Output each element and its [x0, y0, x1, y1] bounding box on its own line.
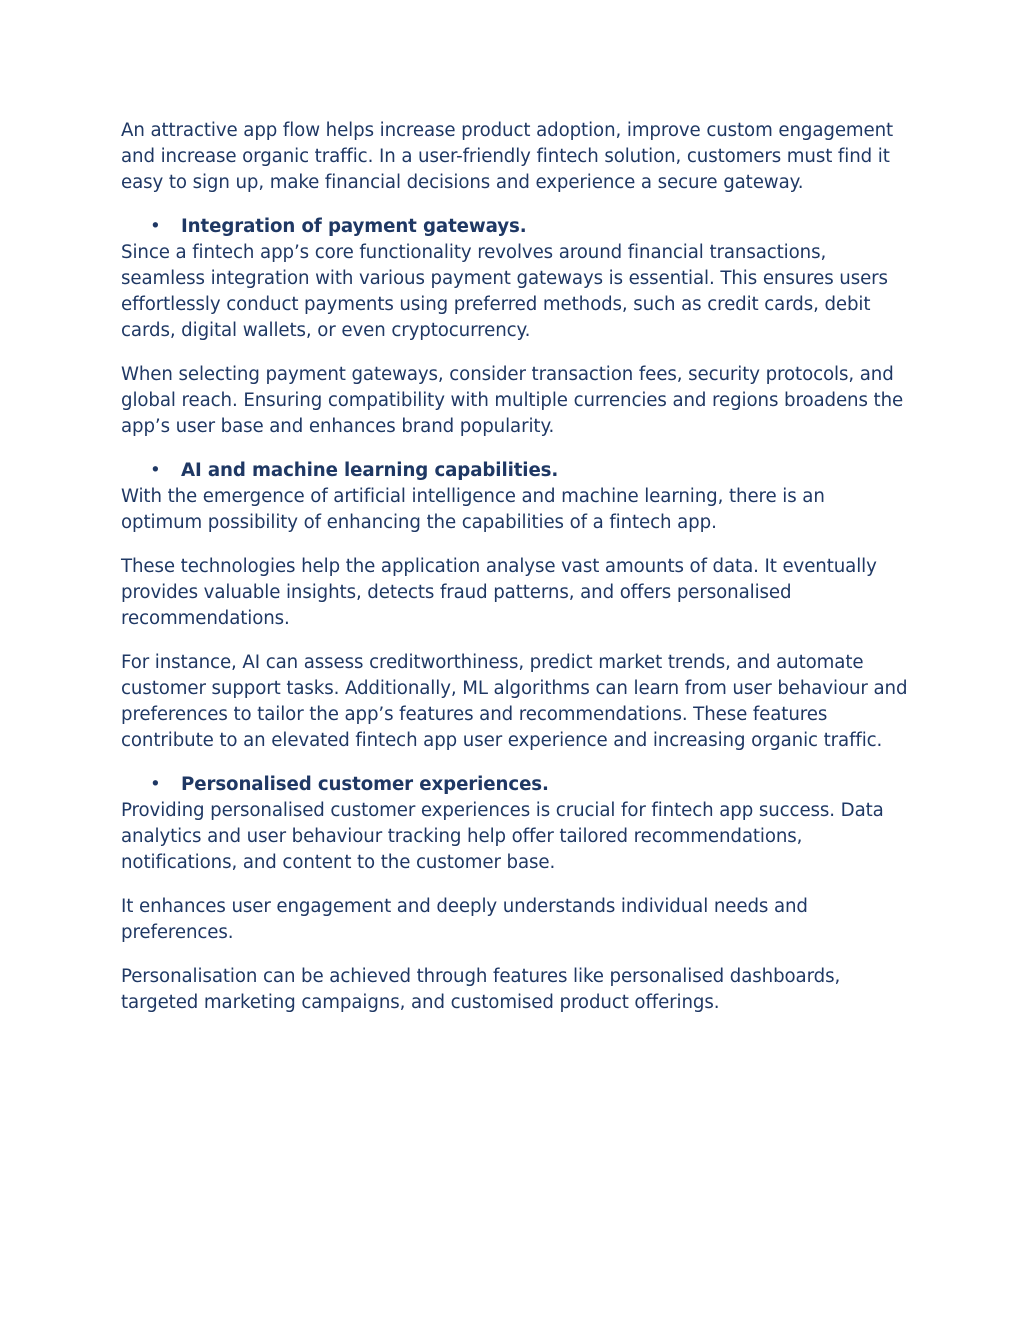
section-paragraph: It enhances user engagement and deeply understands individual needs and preferences.: [121, 896, 808, 943]
bullet-heading-payment-gateways: [121, 214, 911, 240]
bullet-icon: •: [150, 216, 161, 237]
bullet-heading-ai-ml: [121, 458, 911, 484]
section-heading: Personalised customer experiences.: [181, 774, 549, 795]
bullet-heading-personalised-experiences: [121, 772, 911, 798]
section-paragraph: When selecting payment gateways, consider transaction fees, security protocols, and global reach. Ensuring compatibility with multiple currencies and regions broadens the app’s user base and enhances brand popularity.: [121, 364, 904, 437]
bullet-icon: •: [150, 460, 161, 481]
section-paragraph: Since a fintech app’s core functionality revolves around financial transactions, seamless integration with various payment gateways is essential. This ensures users effortlessly conduct payments using preferred methods, such as credit cards, debit cards, digital wallets, or even cryptocurrency.: [121, 242, 888, 341]
intro-paragraph: An attractive app flow helps increase product adoption, improve custom engagement and increase organic traffic. In a user-friendly fintech solution, customers must find it easy to sign up, make financial decisions and experience a secure gateway.: [121, 120, 894, 193]
document-body: [121, 118, 911, 1034]
section-paragraph: These technologies help the application analyse vast amounts of data. It eventually provides valuable insights, detects fraud patterns, and offers personalised recommendations.: [121, 556, 877, 629]
section-paragraph: With the emergence of artificial intelligence and machine learning, there is an optimum possibility of enhancing the capabilities of a fintech app.: [121, 486, 825, 533]
section-paragraph: For instance, AI can assess creditworthiness, predict market trends, and automate customer support tasks. Additionally, ML algorithms can learn from user behaviour and preferences to tailor the app’s features and recommendations. These features contribute to an elevated fintech app user experience and increasing organic traffic.: [121, 652, 908, 751]
section-paragraph: Providing personalised customer experiences is crucial for fintech app success. Data analytics and user behaviour tracking help offer tailored recommendations, notifications, and content to the customer base.: [121, 800, 884, 873]
section-heading: Integration of payment gateways.: [181, 216, 527, 237]
section-heading: AI and machine learning capabilities.: [181, 460, 559, 481]
section-paragraph: Personalisation can be achieved through features like personalised dashboards, targeted marketing campaigns, and customised product offerings.: [121, 966, 841, 1013]
bullet-icon: •: [150, 774, 161, 795]
